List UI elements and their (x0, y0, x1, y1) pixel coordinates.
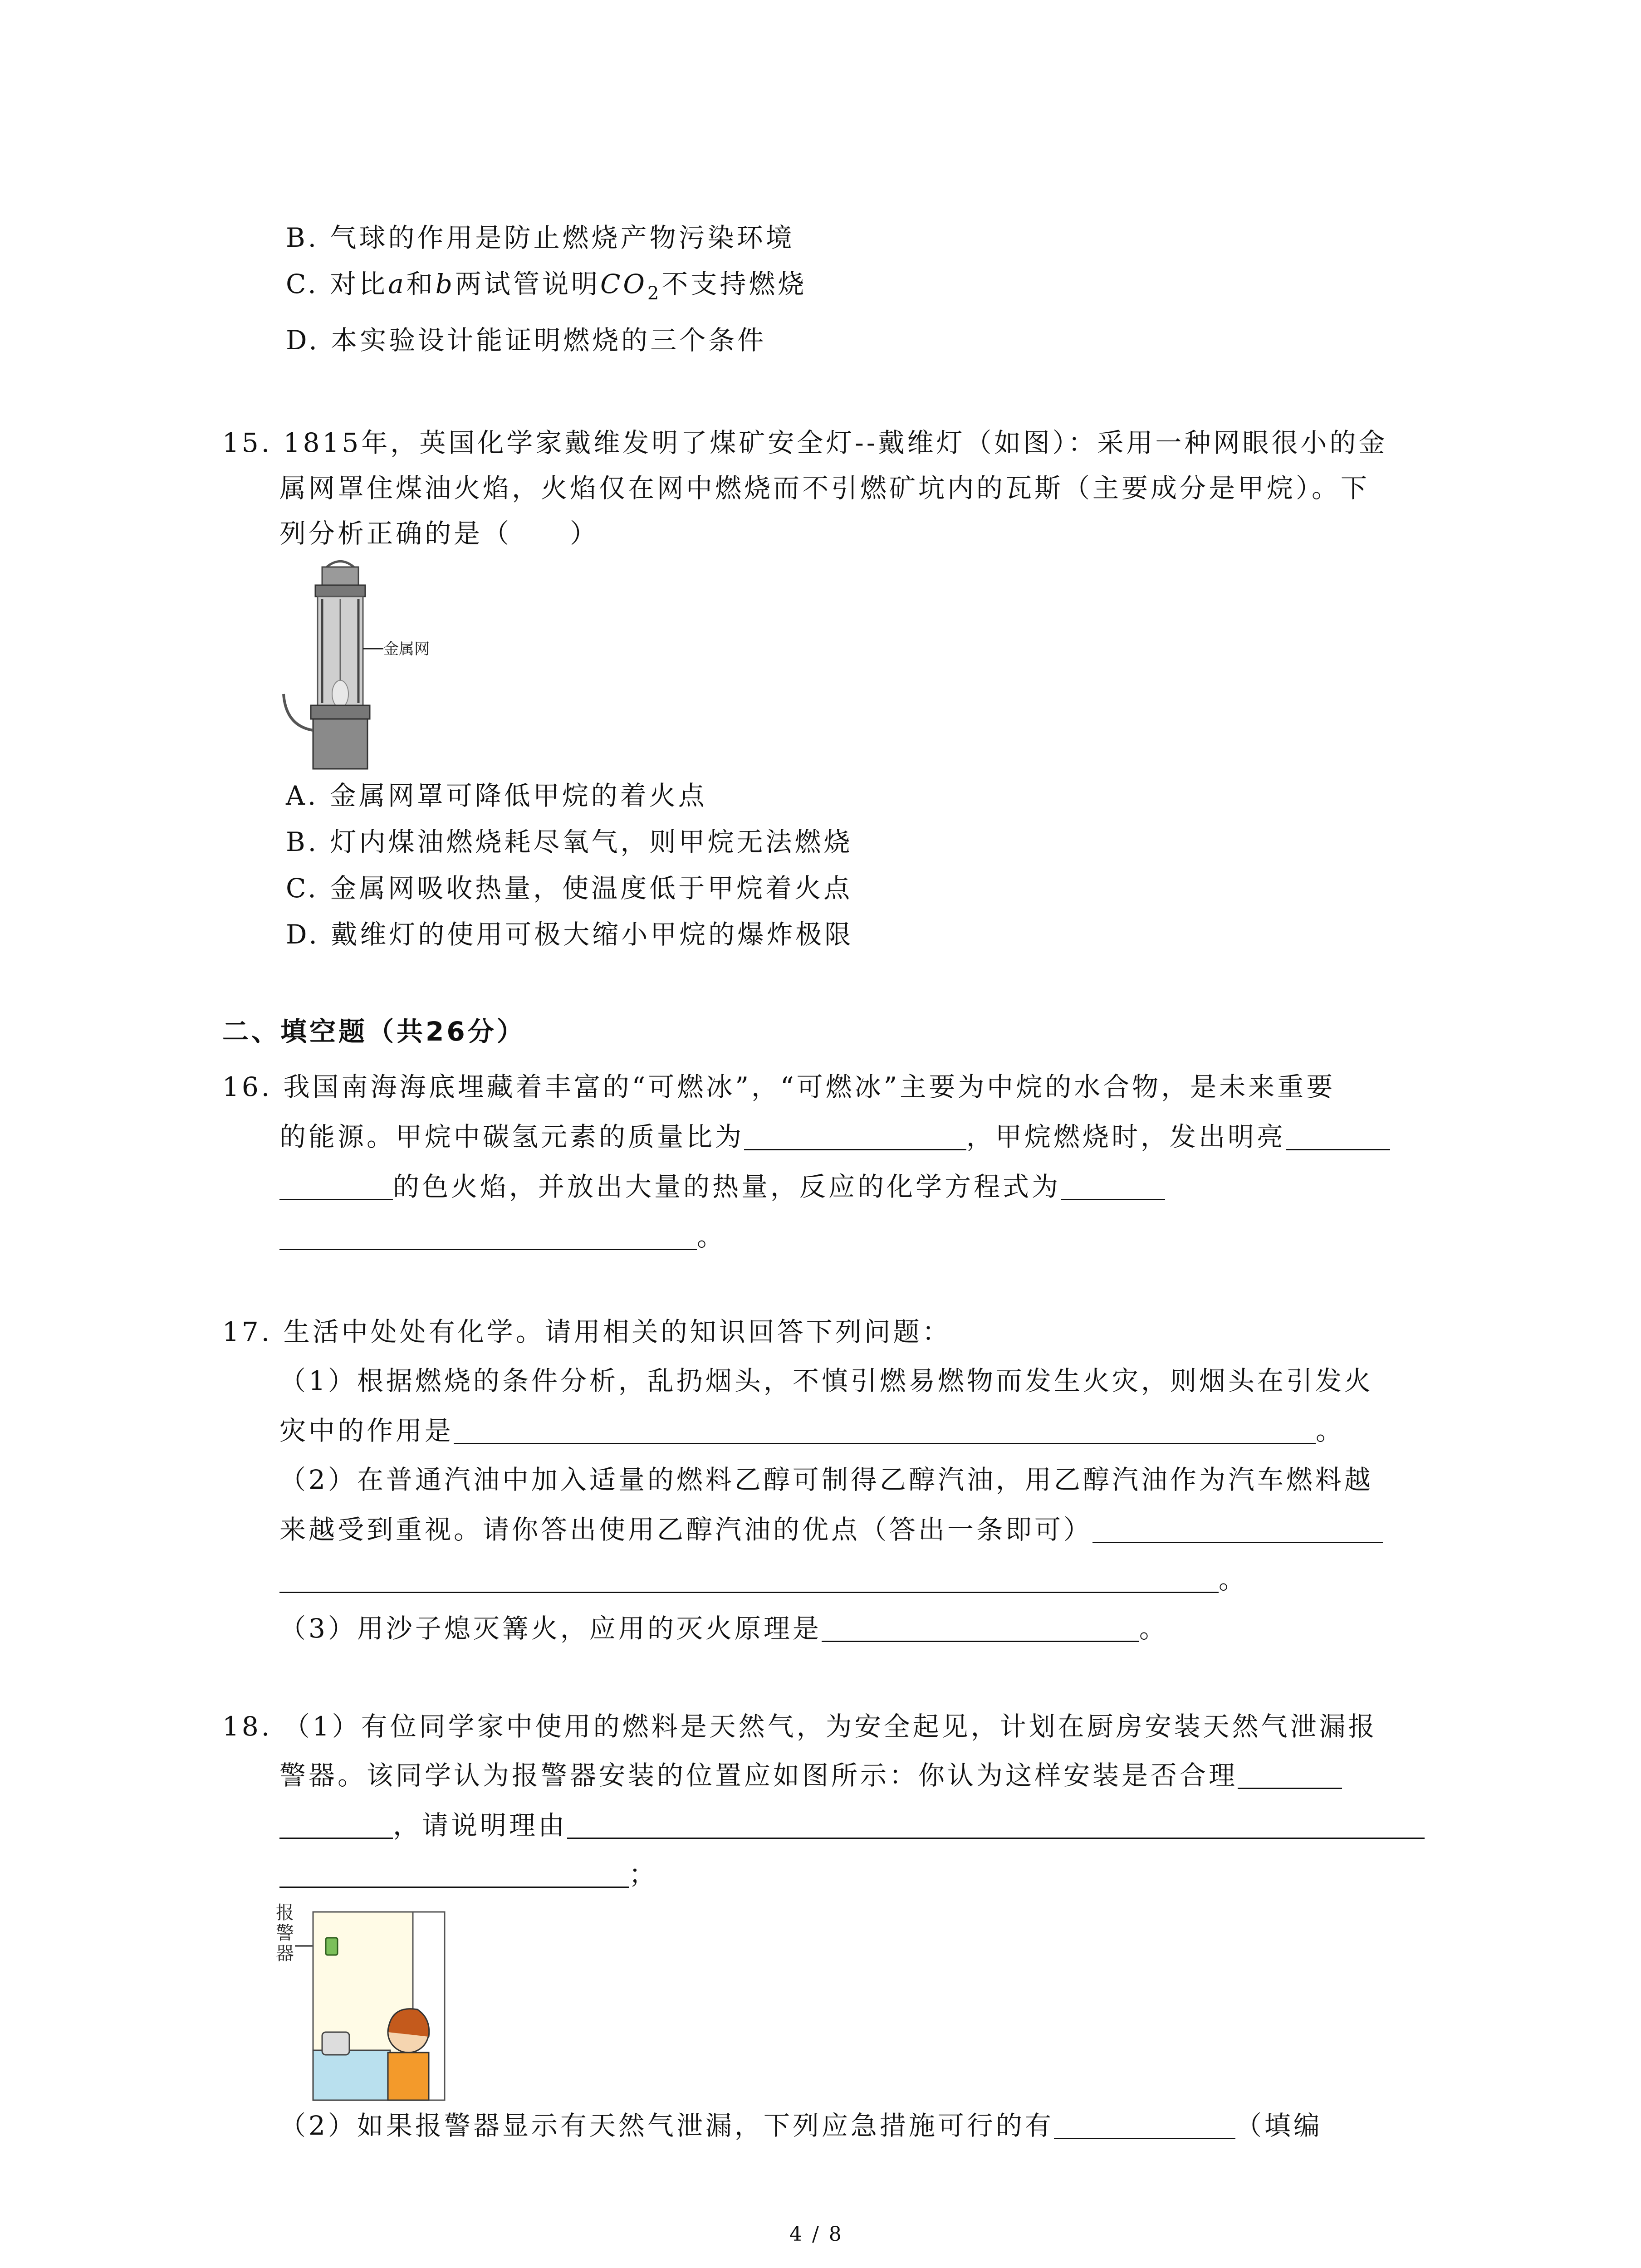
q16-stem-line4 (279, 1220, 726, 1253)
q17-part1-prompt: 灾中的作用是 (279, 1415, 454, 1446)
figure-label-alarm-char1: 报 (276, 1902, 294, 1923)
q16-stem-line2 (279, 1120, 1390, 1153)
q18-part2-prompt: （2）如果报警器显示有天然气泄漏，下列应急措施可行的有 (279, 2110, 1054, 2141)
q15-option-b: B. 灯内煤油燃烧耗尽氧气，则甲烷无法燃烧 (286, 826, 853, 857)
q17-part3-prompt: （3）用沙子熄灭篝火，应用的灭火原理是 (279, 1613, 822, 1644)
q18-part2 (279, 2109, 1323, 2142)
q17-part3 (279, 1612, 1168, 1645)
q14-option-c-prefix: C. 对比 (286, 269, 388, 299)
q16-text-equation: 的色火焰，并放出大量的热量，反应的化学方程式为 (393, 1171, 1061, 1202)
q17-part1-line1: （1）根据燃烧的条件分析，乱扔烟头，不慎引燃易燃物而发生火灾，则烟头在引发火 (279, 1365, 1373, 1396)
co2-subscript: 2 (647, 283, 662, 304)
answer-blank-flame-color-cont[interactable] (279, 1172, 393, 1200)
q15-stem-line3: 列分析正确的是（ ） (279, 518, 599, 549)
answer-blank-equation-cont[interactable] (279, 1222, 697, 1250)
q17-part1-period: 。 (1316, 1415, 1345, 1446)
q15-stem-line1: 15. 1815年，英国化学家戴维发明了煤矿安全灯--戴维灯（如图）：采用一种网眼很小的金 (222, 427, 1388, 458)
answer-blank-ethanol-advantage-cont[interactable] (279, 1564, 1219, 1593)
q18-stem-line1: 18. （1）有位同学家中使用的燃料是天然气，为安全起见，计划在厨房安装天然气泄漏报 (222, 1711, 1377, 1742)
q16-text-flame: ，甲烷燃烧时，发出明亮 (966, 1121, 1286, 1152)
q18-stem-line3 (279, 1809, 1425, 1842)
figure-label-metal-mesh: 金属网 (383, 640, 430, 658)
q15-option-d: D. 戴维灯的使用可极大缩小甲烷的爆炸极限 (286, 919, 854, 950)
q16-stem-line1: 16. 我国南海海底埋藏着丰富的“可燃冰”，“可燃冰”主要为中烷的水合物，是未来重要 (222, 1071, 1336, 1102)
q17-part3-period: 。 (1139, 1613, 1168, 1644)
q16-text-mass-ratio: 的能源。甲烷中碳氢元素的质量比为 (279, 1121, 745, 1152)
q18-stem-line4 (279, 1858, 658, 1891)
q17-part1-line2 (279, 1414, 1345, 1447)
q17-stem: 17. 生活中处处有化学。请用相关的知识回答下列问题： (222, 1316, 951, 1347)
answer-blank-ethanol-advantage[interactable] (1092, 1515, 1383, 1543)
q18-text-reasonable: 警器。该同学认为报警器安装的位置应如图所示：你认为这样安装是否合理 (279, 1760, 1238, 1791)
answer-blank-reason-cont[interactable] (279, 1859, 629, 1888)
co2-formula: CO (600, 269, 647, 299)
q16-stem-line3 (279, 1170, 1165, 1203)
var-b: b (435, 269, 455, 299)
q14-option-b: B. 气球的作用是防止燃烧产物污染环境 (286, 222, 795, 253)
q17-part2-line3 (279, 1563, 1248, 1596)
gas-alarm-figure (272, 1896, 449, 2105)
davy-lamp-figure (272, 558, 445, 776)
answer-blank-extinguish-principle[interactable] (822, 1613, 1139, 1642)
figure-label-alarm-char2: 警 (276, 1923, 294, 1944)
q15-option-a: A. 金属网罩可降低甲烷的着火点 (286, 780, 707, 811)
figure-label-alarm-char3: 器 (276, 1943, 294, 1964)
q14-option-c-suffix: 不支持燃烧 (661, 269, 807, 299)
answer-blank-reasonable-cont[interactable] (279, 1810, 393, 1839)
answer-blank-reason[interactable] (567, 1810, 1425, 1839)
q14-option-c-middle: 两试管说明 (455, 269, 600, 299)
q17-part2-line2 (279, 1513, 1383, 1546)
q18-stem-line2 (279, 1759, 1342, 1792)
answer-blank-equation[interactable] (1061, 1172, 1165, 1200)
q14-option-c-and: 和 (406, 269, 436, 299)
q17-part2-prompt: 来越受到重视。请你答出使用乙醇汽油的优点（答出一条即可） (279, 1514, 1093, 1545)
q18-text-reason: ，请说明理由 (393, 1810, 568, 1841)
answer-blank-emergency-measures[interactable] (1054, 2111, 1235, 2139)
q17-part2-line1: （2）在普通汽油中加入适量的燃料乙醇可制得乙醇汽油，用乙醇汽油作为汽车燃料越 (279, 1464, 1373, 1495)
q18-part2-suffix: （填编 (1235, 2110, 1323, 2141)
q15-option-c: C. 金属网吸收热量，使温度低于甲烷着火点 (286, 873, 853, 904)
q14-option-c (286, 268, 807, 310)
q18-semicolon: ； (629, 1859, 658, 1890)
q14-option-d: D. 本实验设计能证明燃烧的三个条件 (286, 325, 767, 356)
q15-stem-line2: 属网罩住煤油火焰，火焰仅在网中燃烧而不引燃矿坑内的瓦斯（主要成分是甲烷）。下 (279, 473, 1370, 503)
answer-blank-cigarette-role[interactable] (454, 1416, 1316, 1444)
answer-blank-flame-color[interactable] (1286, 1122, 1390, 1150)
q16-period: 。 (697, 1221, 726, 1252)
page-number: 4 / 8 (789, 2223, 843, 2246)
answer-blank-reasonable[interactable] (1238, 1760, 1342, 1789)
answer-blank-mass-ratio[interactable] (744, 1122, 966, 1150)
section-heading: 二、填空题（共26分） (222, 1016, 526, 1047)
q17-part2-period: 。 (1219, 1564, 1248, 1595)
var-a: a (388, 269, 407, 299)
